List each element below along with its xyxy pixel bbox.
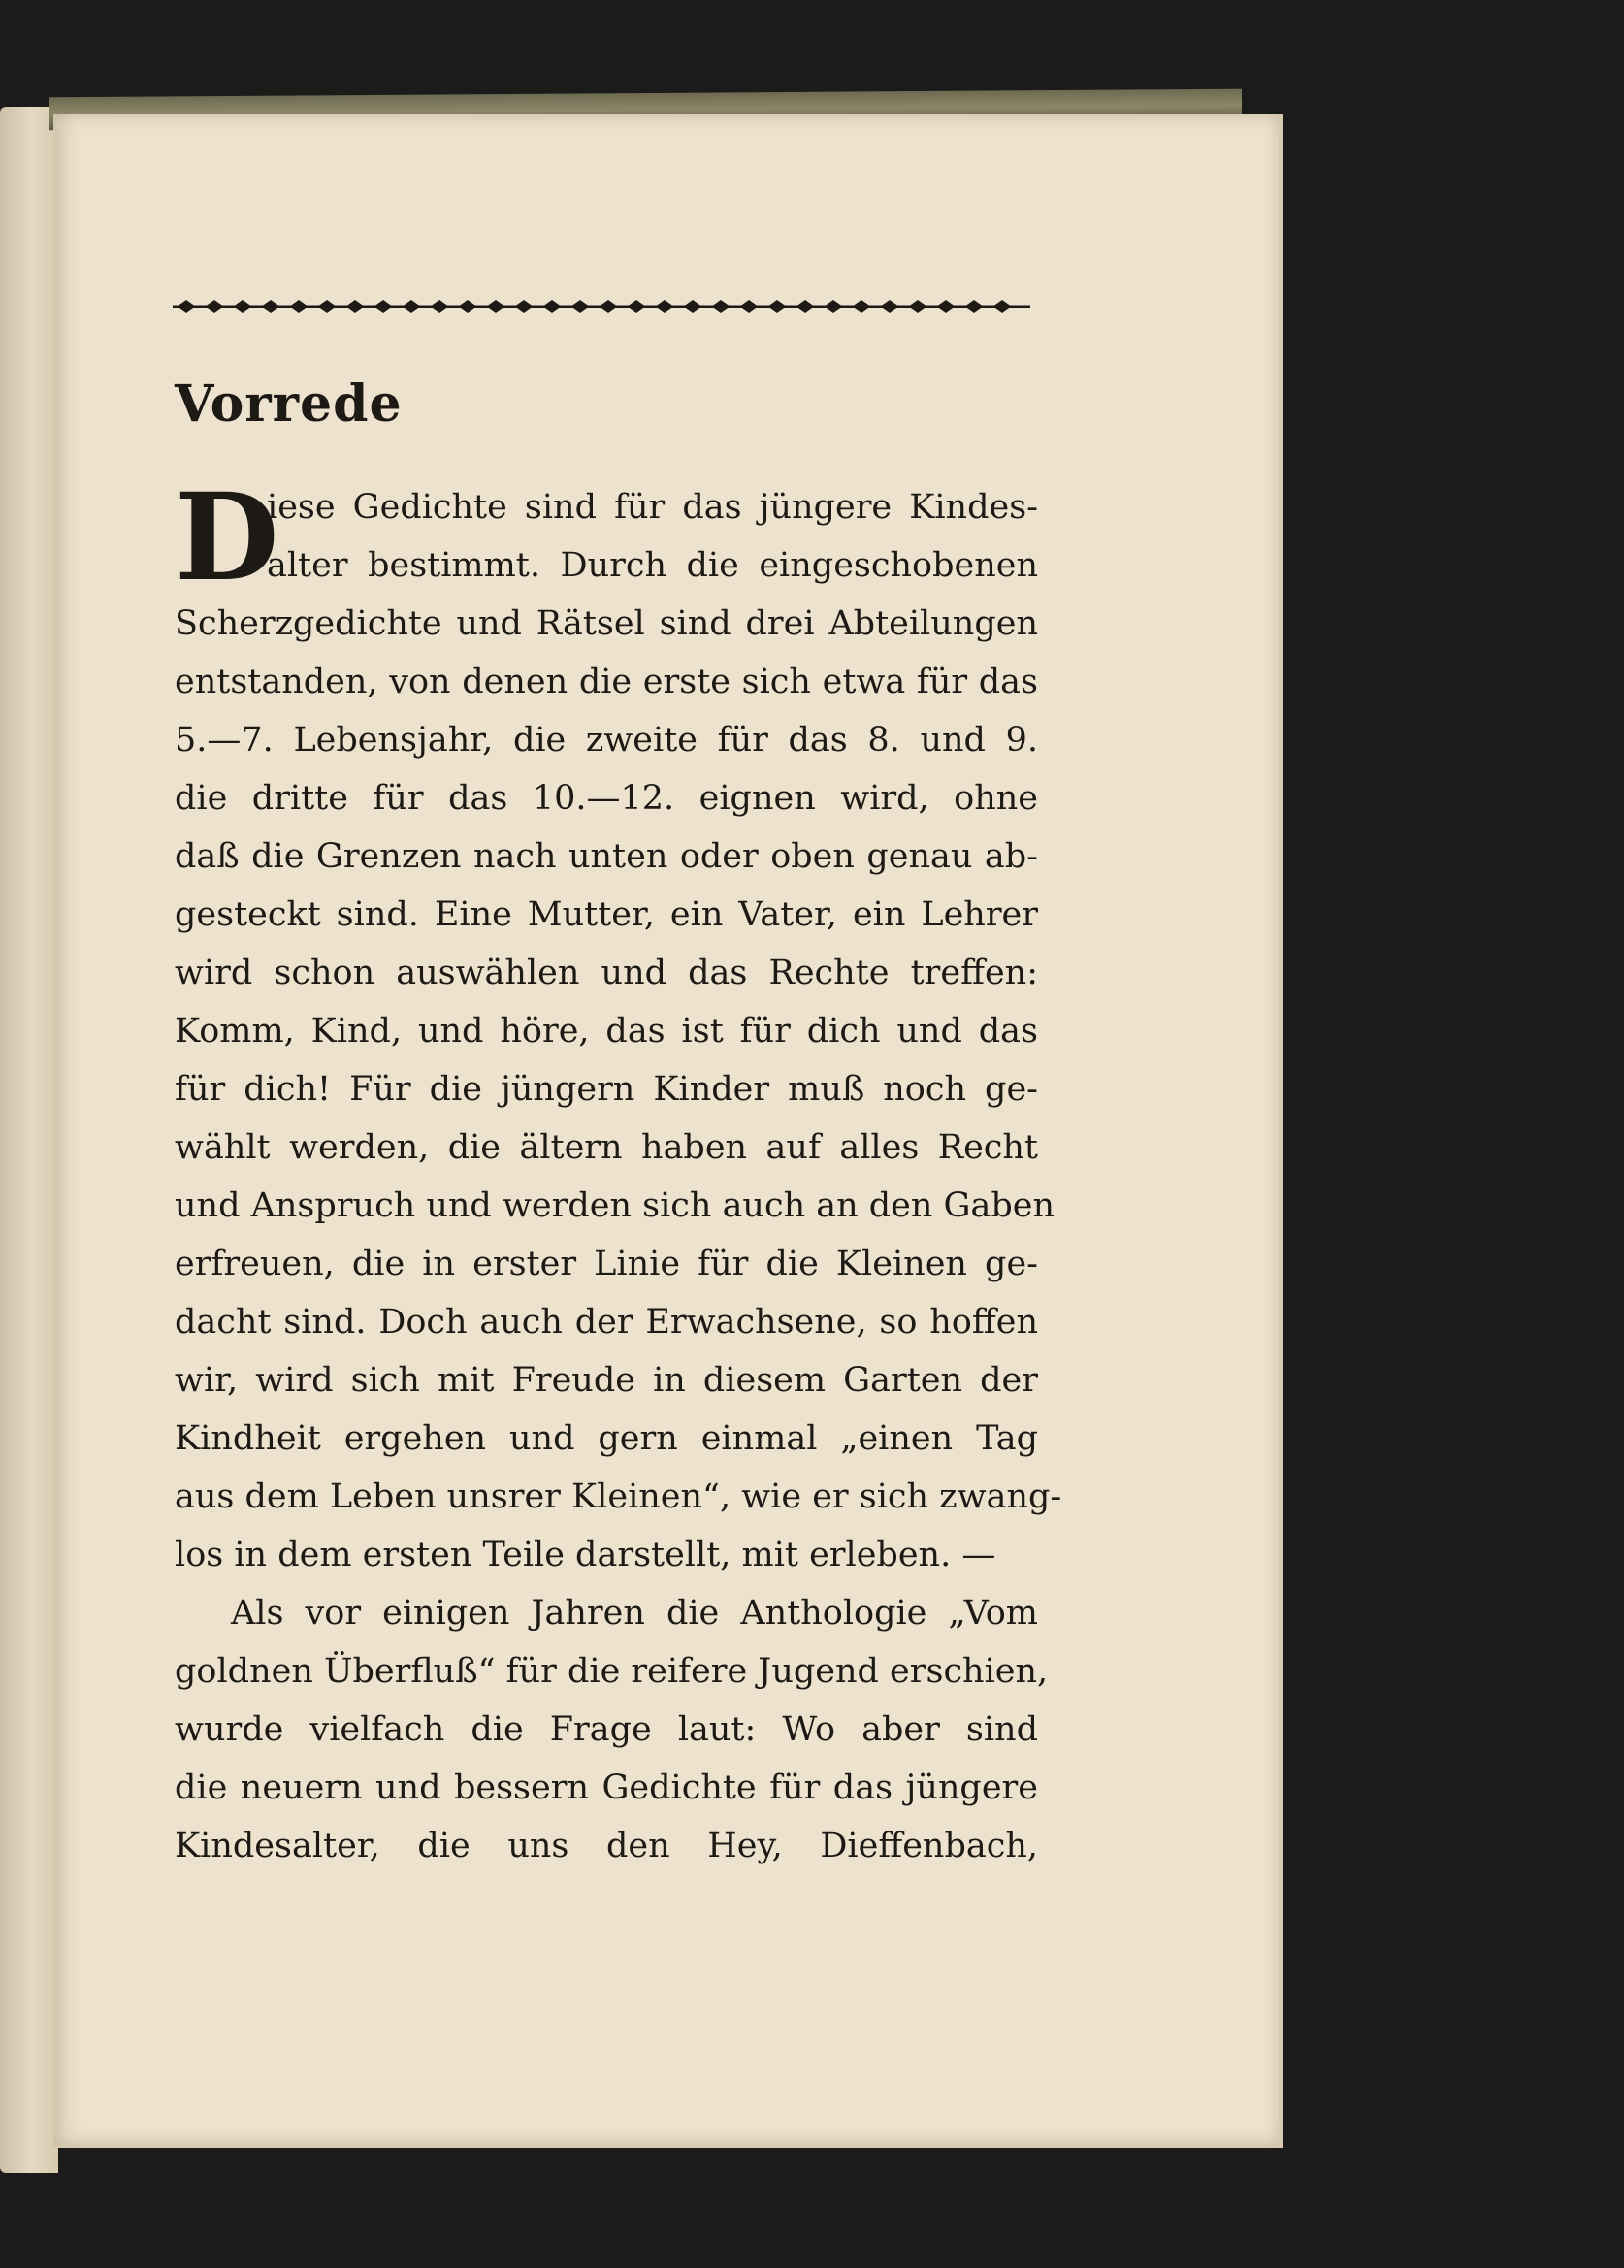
ornament-diamond (570, 300, 590, 313)
ornament-diamond (458, 300, 477, 313)
ornament-diamond (345, 300, 365, 313)
ornament-diamond (261, 300, 280, 313)
ornament-diamond (233, 300, 252, 313)
text-line: entstanden, von denen die erste sich etwa für das (175, 663, 1038, 701)
drop-cap: D (175, 468, 279, 608)
ornament-diamond (402, 300, 421, 313)
ornament-diamond (683, 300, 702, 313)
text-line: alter bestimmt. Durch die eingeschobenen (267, 546, 1038, 585)
text-line: Scherzgedichte und Rätsel sind drei Abteilungen (175, 604, 1038, 643)
text-line: wir, wird sich mit Freude in diesem Garten der (175, 1361, 1038, 1400)
text-line: wurde vielfach die Frage laut: Wo aber sind (175, 1710, 1038, 1749)
text-line: los in dem ersten Teile darstellt, mit erleben. — (175, 1536, 996, 1574)
text-line: die neuern und bessern Gedichte für das jüngere (175, 1768, 1038, 1807)
ornament-diamond (796, 300, 815, 313)
page-heading: Vorrede (175, 374, 403, 434)
facing-page-edge (0, 107, 58, 2173)
ornament-diamond (908, 300, 927, 313)
ornament-diamond (430, 300, 449, 313)
ornament-diamond (824, 300, 843, 313)
text-line: und Anspruch und werden sich auch an den Gaben (175, 1186, 1056, 1225)
ornament-diamond (711, 300, 731, 313)
ornament-diamond (317, 300, 337, 313)
ornament-diamond (514, 300, 534, 313)
ornament-diamond (655, 300, 674, 313)
text-line: aus dem Leben unsrer Kleinen“, wie er sich zwang- (175, 1477, 1062, 1516)
ornament-diamond (852, 300, 871, 313)
ornament-diamond (374, 300, 393, 313)
text-line: wählt werden, die ältern haben auf alles Recht (175, 1128, 1038, 1167)
ornament-diamond (767, 300, 787, 313)
text-line: erfreuen, die in erster Linie für die Kleinen ge- (175, 1245, 1038, 1283)
ornament-diamond (936, 300, 956, 313)
text-line: iese Gedichte sind für das jüngere Kindes- (267, 488, 1038, 527)
ornament-diamond (177, 300, 196, 313)
ornament-diamond (289, 300, 309, 313)
text-line: goldnen Überfluß“ für die reifere Jugend erschien, (175, 1652, 1049, 1691)
ornament-rule (173, 297, 1030, 316)
ornament-diamond (627, 300, 646, 313)
ornament-diamond (739, 300, 759, 313)
ornament-diamond (599, 300, 618, 313)
text-line: gesteckt sind. Eine Mutter, ein Vater, ein Lehrer (175, 895, 1038, 934)
ornament-diamond (964, 300, 984, 313)
ornament-diamond (486, 300, 505, 313)
body-text (175, 468, 1062, 1875)
text-line: Als vor einigen Jahren die Anthologie „Vom (231, 1594, 1038, 1633)
text-line: 5.—7. Lebensjahr, die zweite für das 8. und 9. (175, 721, 1038, 760)
ornament-diamond (880, 300, 899, 313)
ornament-diamond (542, 300, 562, 313)
text-line: Kindheit ergehen und gern einmal „einen Tag (175, 1419, 1038, 1458)
text-line: wird schon auswählen und das Rechte treffen: (175, 954, 1038, 992)
text-line: Komm, Kind, und höre, das ist für dich und das (175, 1012, 1038, 1051)
text-line: daß die Grenzen nach unten oder oben genau ab- (175, 837, 1038, 876)
text-line: für dich! Für die jüngern Kinder muß noch ge- (175, 1070, 1038, 1109)
text-line: Kindesalter, die uns den Hey, Dieffenbach, (175, 1827, 1038, 1865)
text-line: dacht sind. Doch auch der Erwachsene, so hoffen (175, 1303, 1038, 1342)
ornament-diamond (205, 300, 224, 313)
ornament-diamond (992, 300, 1012, 313)
text-line: die dritte für das 10.—12. eignen wird, ohne (175, 779, 1038, 818)
